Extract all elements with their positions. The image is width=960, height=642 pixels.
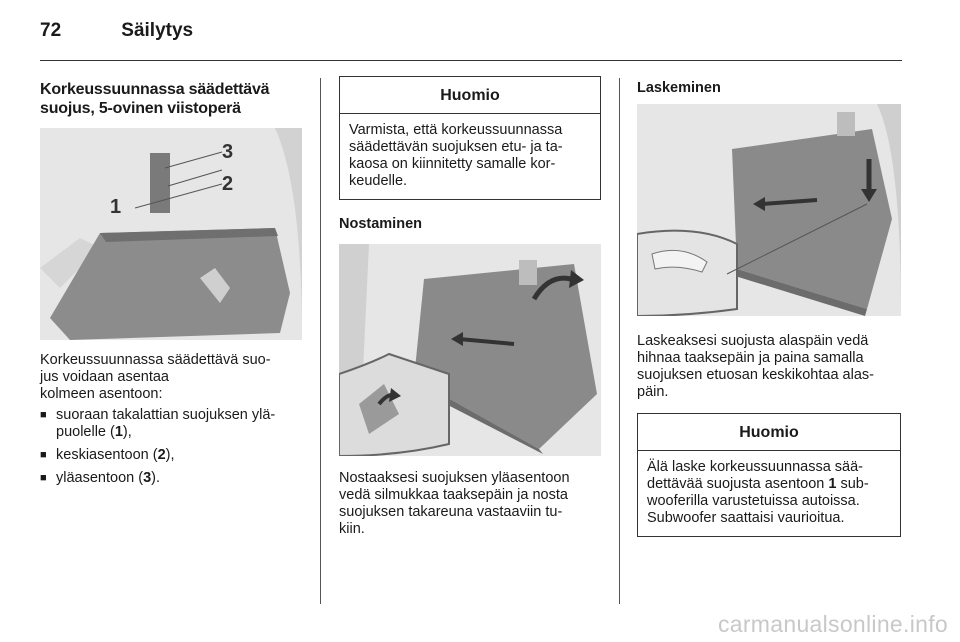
column-3: [637, 80, 901, 537]
intro-line-3: kolmeen asentoon:: [40, 386, 163, 402]
figure-lowering: [637, 104, 901, 316]
text-line: Laskeaksesi suojusta alaspäin vedä: [637, 333, 869, 349]
intro-paragraph: [40, 352, 302, 403]
list-item: [40, 407, 302, 441]
position-list: [40, 407, 302, 487]
intro-line-1: Korkeussuunnassa säädettävä suo-: [40, 352, 271, 368]
page-number: 72: [40, 20, 62, 41]
bullet-text: suoraan takalattian suojuksen ylä-: [56, 407, 276, 423]
notice-title: Huomio: [340, 77, 600, 114]
bullet-text: yläasentoon (: [56, 470, 144, 486]
notice-line: kaosa on kiinnitetty samalle kor-: [349, 156, 556, 172]
subheading-raising: Nostaminen: [339, 216, 422, 232]
notice-line: wooferilla varustetuissa autoissa.: [647, 493, 860, 509]
notice-line: dettävää suojusta asentoon: [647, 476, 829, 492]
raising-illustration: [339, 244, 601, 456]
figure-raising: [339, 244, 601, 456]
section-heading: [40, 80, 302, 118]
column-divider-2: [619, 78, 620, 604]
bullet-text-cont: puolelle (: [56, 424, 115, 440]
heading-line-1: Korkeussuunnassa säädettävä: [40, 81, 270, 98]
callout-1: 1: [110, 196, 122, 218]
lowering-paragraph: [637, 333, 901, 401]
notice-line: keudelle.: [349, 173, 408, 189]
text-line: kiin.: [339, 521, 365, 537]
bullet-number: 2: [157, 447, 166, 463]
notice-box: [339, 76, 601, 200]
text-line: suojuksen takareuna vastaaviin tu-: [339, 504, 563, 520]
notice-box: [637, 413, 901, 537]
notice-body: [340, 114, 600, 199]
text-line: päin.: [637, 384, 669, 400]
watermark: carmanualsonline.info: [717, 611, 948, 637]
intro-line-2: jus voidaan asentaa: [40, 369, 169, 385]
callout-2: 2: [222, 173, 234, 195]
column-1: [40, 80, 302, 493]
bullet-number: 3: [143, 470, 152, 486]
notice-line: Älä laske korkeussuunnassa sää-: [647, 459, 864, 475]
bullet-text: keskiasentoon (: [56, 447, 158, 463]
column-divider-1: [320, 78, 321, 604]
text-line: hihnaa taaksepäin ja paina samalla: [637, 350, 864, 366]
lowering-illustration: [637, 104, 901, 316]
notice-title: Huomio: [638, 414, 900, 451]
notice-line: Varmista, että korkeussuunnassa: [349, 122, 563, 138]
heading-line-2: suojus, 5-ovinen viistoperä: [40, 100, 241, 117]
text-line: Nostaaksesi suojuksen yläasentoon: [339, 470, 570, 486]
list-item: [40, 470, 302, 487]
section-title: Säilytys: [121, 20, 194, 41]
header-rule: [40, 60, 902, 61]
notice-line-tail: sub-: [836, 476, 869, 492]
text-line: suojuksen etuosan keskikohtaa alas-: [637, 367, 874, 383]
notice-position-number: 1: [828, 476, 837, 492]
callout-3: 3: [222, 141, 234, 163]
page-header: [40, 20, 193, 42]
cargo-cover-illustration: [40, 128, 302, 340]
notice-line: Subwoofer saattaisi vaurioitua.: [647, 510, 845, 526]
bullet-tail: ),: [122, 424, 132, 440]
bullet-tail: ),: [165, 447, 175, 463]
text-line: vedä silmukkaa taaksepäin ja nosta: [339, 487, 568, 503]
column-2: [339, 76, 601, 538]
figure-cargo-cover-positions: [40, 128, 302, 340]
raising-paragraph: [339, 470, 601, 538]
list-item: [40, 447, 302, 464]
bullet-tail: ).: [151, 470, 160, 486]
notice-body: [638, 451, 900, 536]
notice-line: säädettävän suojuksen etu- ja ta-: [349, 139, 563, 155]
bullet-number: 1: [114, 424, 123, 440]
subheading-lowering: Laskeminen: [637, 80, 721, 96]
